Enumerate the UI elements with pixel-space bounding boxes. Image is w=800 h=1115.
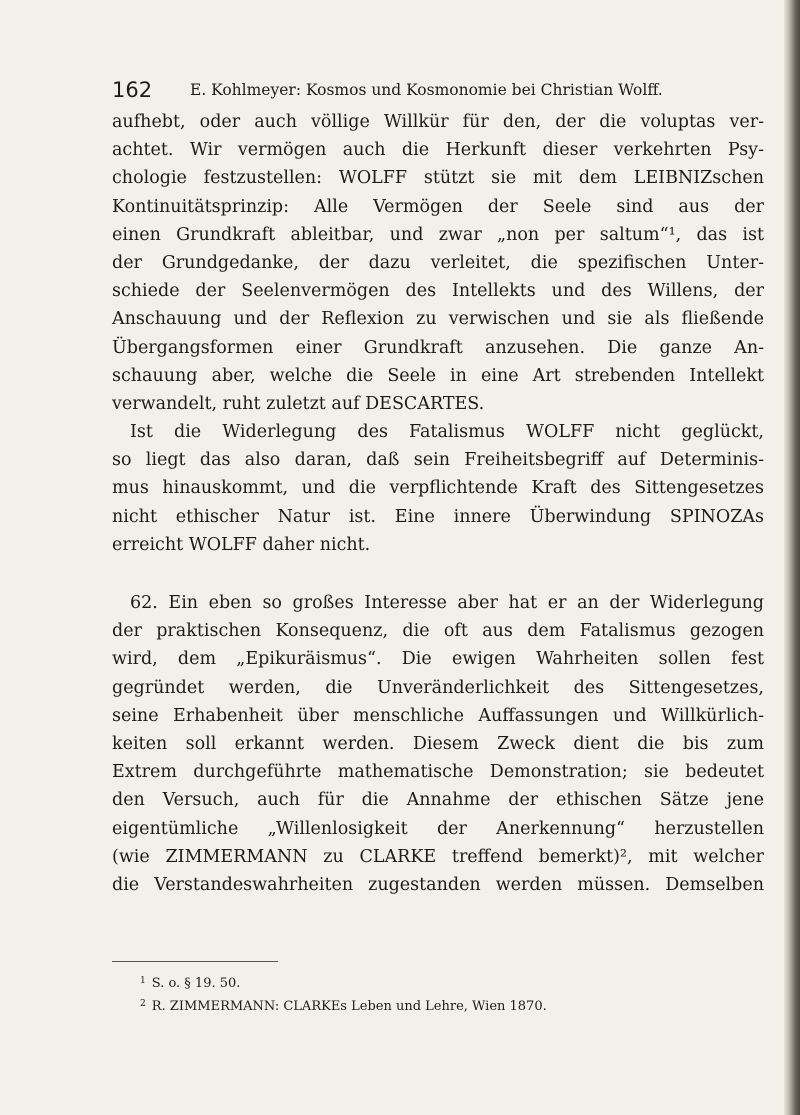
page-edge-shadow xyxy=(784,0,800,1115)
text-line: wird, dem „Epikuräismus“. Die ewigen Wahrheiten sollen fest xyxy=(112,649,764,670)
text-line: verwandelt, ruht zuletzt auf DESCARTES. xyxy=(112,393,485,414)
footnote-mark: 1 xyxy=(140,976,146,986)
footnote-mark: 2 xyxy=(140,999,146,1009)
text-line: einen Grundkraft ableitbar, und zwar „non per saltum“¹, das ist xyxy=(112,224,764,245)
text-line: den Versuch, auch für die Annahme der ethischen Sätze jene xyxy=(112,790,764,811)
text-line: so liegt das also daran, daß sein Freiheitsbegriff auf Determinis- xyxy=(112,450,764,471)
body-text xyxy=(112,108,764,899)
section-gap xyxy=(112,559,764,589)
text-line: gegründet werden, die Unveränderlichkeit des Sittengesetzes, xyxy=(112,677,764,698)
footnote-rule xyxy=(112,961,278,962)
footnotes xyxy=(140,971,760,1017)
text-line: Anschauung und der Reflexion zu verwischen und sie als fließende xyxy=(112,309,764,330)
text-line: die Verstandeswahrheiten zugestanden werden müssen. Demselben xyxy=(112,874,764,895)
page-number: 162 xyxy=(112,78,153,102)
page-header xyxy=(112,78,712,102)
text-line: 62. Ein eben so großes Interesse aber hat er an der Widerlegung xyxy=(130,593,764,613)
running-head: E. Kohlmeyer: Kosmos und Kosmonomie bei Christian Wolff. xyxy=(190,81,663,99)
footnote-text: S. o. § 19. 50. xyxy=(151,976,241,991)
text-line: eigentümliche „Willenlosigkeit der Anerkennung“ herzustellen xyxy=(112,818,764,839)
text-line: chologie festzustellen: WOLFF stützt sie mit dem LEIBNIZschen xyxy=(112,168,764,189)
footnote xyxy=(140,971,760,994)
text-line: der Grundgedanke, der dazu verleitet, die spezifischen Unter- xyxy=(112,252,764,273)
text-line: erreicht WOLFF daher nicht. xyxy=(112,534,371,555)
footnote-text: R. ZIMMERMANN: CLARKEs Leben und Lehre, Wien 1870. xyxy=(151,999,547,1014)
text-line: nicht ethischer Natur ist. Eine innere Überwindung SPINOZAs xyxy=(112,506,764,527)
text-line: Extrem durchgeführte mathematische Demonstration; sie bedeutet xyxy=(112,762,764,783)
text-line: seine Erhabenheit über menschliche Auffassungen und Willkürlich- xyxy=(112,705,764,726)
footnote xyxy=(140,994,760,1017)
text-line: der praktischen Konsequenz, die oft aus dem Fatalismus gezogen xyxy=(112,621,764,642)
text-line: (wie ZIMMERMANN zu CLARKE treffend bemerkt)², mit welcher xyxy=(112,846,764,867)
text-line: schauung aber, welche die Seele in eine Art strebenden Intellekt xyxy=(112,365,764,386)
text-line: schiede der Seelenvermögen des Intellekts und des Willens, der xyxy=(112,281,764,302)
text-line: keiten soll erkannt werden. Diesem Zweck dient die bis zum xyxy=(112,733,764,754)
text-line: achtet. Wir vermögen auch die Herkunft dieser verkehrten Psy- xyxy=(112,140,764,161)
text-line: Kontinuitätsprinzip: Alle Vermögen der Seele sind aus der xyxy=(112,196,764,217)
text-line: aufhebt, oder auch völlige Willkür für den, der die voluptas ver- xyxy=(112,112,764,132)
text-line: mus hinauskommt, und die verpflichtende Kraft des Sittengesetzes xyxy=(112,478,764,499)
text-line: Übergangsformen einer Grundkraft anzusehen. Die ganze An- xyxy=(112,337,764,358)
text-line: Ist die Widerlegung des Fatalismus WOLFF nicht geglückt, xyxy=(130,422,764,443)
